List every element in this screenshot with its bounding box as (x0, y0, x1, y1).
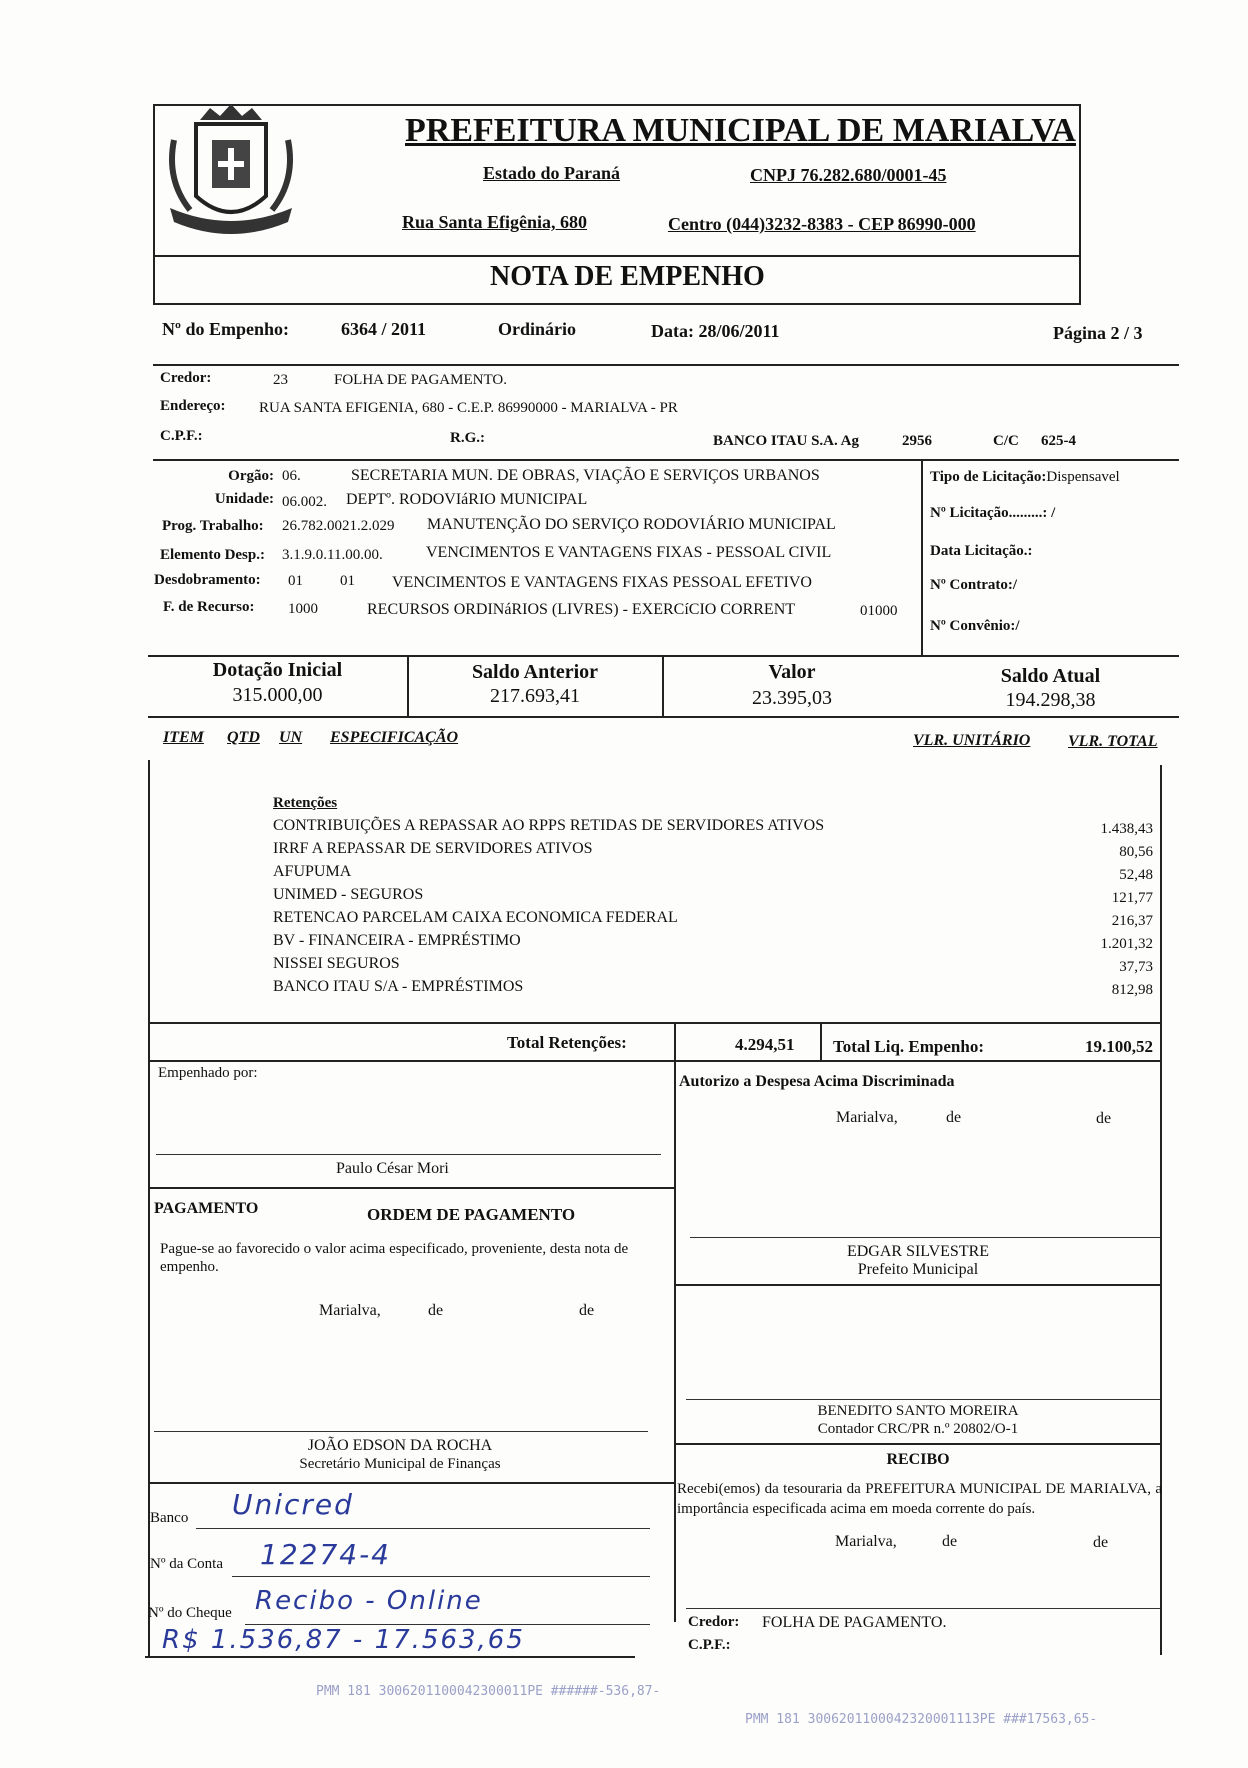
list-item: 80,56 (1119, 844, 1153, 860)
rule (153, 459, 1179, 461)
pagamento-de2: de (579, 1302, 595, 1319)
saldo-atual-label: Saldo Atual (1000, 665, 1101, 687)
recibo-place: Marialva, (835, 1533, 897, 1550)
signature-line (690, 1237, 1160, 1238)
tipo-licitacao (930, 469, 1120, 486)
signature-line (686, 1608, 1160, 1609)
col-qtd: QTD (227, 729, 260, 746)
col-un: UN (279, 729, 303, 746)
list-item: RETENCAO PARCELAM CAIXA ECONOMICA FEDERAL (273, 909, 678, 926)
dotacao-label: Dotação Inicial (212, 659, 343, 681)
pagamento-text: Pague-se ao favorecido o valor acima especificado, proveniente, desta nota de empenho. (160, 1241, 629, 1275)
list-item: NISSEI SEGUROS (273, 955, 400, 972)
rule (820, 1024, 822, 1060)
dotacao-value: 315.000,00 (232, 684, 323, 706)
banco-handwriting: Unicred (232, 1488, 354, 1521)
recibo-de2: de (1093, 1534, 1109, 1551)
empenho-type: Ordinário (498, 319, 577, 339)
autorizo-place: Marialva, (836, 1109, 898, 1126)
header-cnpj: CNPJ 76.282.680/0001-45 (750, 165, 947, 185)
rule (148, 1060, 1162, 1062)
list-item: 812,98 (1111, 982, 1153, 998)
pagamento-place: Marialva, (319, 1302, 381, 1319)
total-retencoes-label: Total Retenções: (507, 1033, 627, 1052)
header-contact: Centro (044)3232-8383 - CEP 86990-000 (668, 214, 976, 234)
conta-label: Nº da Conta (150, 1556, 223, 1572)
elem-code: 3.1.9.0.11.00.00. (282, 547, 383, 563)
recibo-text: Recebi(emos) da tesouraria da PREFEITURA MUNICIPAL DE MARIALVA, a importância especificada acima em moeda corrente do país. (677, 1481, 1162, 1517)
rule (674, 1022, 676, 1622)
rule (674, 1443, 1162, 1445)
col-item: ITEM (163, 729, 204, 746)
conta-handwriting: 12274-4 (260, 1538, 391, 1571)
unidade-name: DEPTº. RODOVIáRIO MUNICIPAL (346, 491, 588, 508)
credor-label: Credor: (160, 370, 212, 386)
recibo-cpf-label: C.P.F.: (688, 1637, 731, 1653)
signature-line (686, 1399, 1160, 1400)
field-line (232, 1576, 650, 1577)
bank-agency: 2956 (902, 433, 932, 449)
recibo-credor-name: FOLHA DE PAGAMENTO. (762, 1614, 947, 1631)
list-item: CONTRIBUIÇÕES A REPASSAR AO RPPS RETIDAS DE SERVIDORES ATIVOS (273, 817, 825, 834)
total-liq-value: 19.100,52 (1085, 1037, 1153, 1056)
elem-name: VENCIMENTOS E VANTAGENS FIXAS - PESSOAL CIVIL (426, 544, 832, 561)
doc-title: NOTA DE EMPENHO (490, 261, 765, 292)
recurso-name: RECURSOS ORDINáRIOS (LIVRES) - EXERCíCIO CORRENT (367, 601, 796, 618)
header-title: PREFEITURA MUNICIPAL DE MARIALVA (405, 112, 1076, 149)
saldo-atual-value: 194.298,38 (1005, 689, 1096, 711)
recibo-credor-label: Credor: (688, 1614, 740, 1630)
list-item: AFUPUMA (273, 863, 352, 880)
list-item: BANCO ITAU S/A - EMPRÉSTIMOS (273, 978, 524, 995)
prog-name: MANUTENÇÃO DO SERVIÇO RODOVIÁRIO MUNICIPAL (427, 516, 836, 533)
tipo-licitacao-label: Tipo de Licitação: (930, 469, 1047, 485)
col-especificacao: ESPECIFICAÇÃO (330, 729, 459, 746)
pagamento-label: PAGAMENTO (154, 1200, 259, 1217)
orgao-label: Orgão: (228, 468, 274, 484)
field-line (196, 1528, 650, 1529)
pagamento-de1: de (428, 1302, 444, 1319)
header-state: Estado do Paraná (483, 163, 621, 183)
recurso-code: 1000 (288, 601, 318, 617)
unidade-label: Unidade: (214, 491, 274, 507)
col-vlr-total: VLR. TOTAL (1068, 733, 1158, 750)
pagamento-title: ORDEM DE PAGAMENTO (367, 1205, 576, 1224)
autorizo-de1: de (946, 1109, 962, 1126)
pagamento-name: JOÃO EDSON DA ROCHA (307, 1437, 493, 1454)
list-item: 216,37 (1111, 913, 1153, 929)
cc-label: C/C (993, 433, 1019, 449)
desd-code2: 01 (340, 573, 355, 589)
tipo-licitacao-value: Dispensavel (1046, 469, 1120, 485)
list-item: 52,48 (1119, 867, 1153, 883)
desd-name: VENCIMENTOS E VANTAGENS FIXAS PESSOAL EFETIVO (392, 574, 812, 591)
rule (148, 716, 1179, 718)
list-item: UNIMED - SEGUROS (273, 886, 424, 903)
recibo-title: RECIBO (886, 1451, 950, 1468)
rule (921, 459, 923, 657)
bank-stamp: PMM 181 3006201100042300011PE ######-536,87- (316, 1684, 661, 1699)
pagamento-role: Secretário Municipal de Finanças (299, 1456, 501, 1472)
empenho-page: Página 2 / 3 (1053, 323, 1143, 343)
retencoes-title: Retenções (273, 795, 338, 811)
num-contrato: Nº Contrato:/ (930, 577, 1018, 593)
autorizo-name: EDGAR SILVESTRE (846, 1243, 990, 1260)
cheque-label: Nº do Cheque (148, 1605, 232, 1621)
orgao-code: 06. (282, 468, 301, 484)
credor-name: FOLHA DE PAGAMENTO. (334, 372, 507, 388)
rg-label: R.G.: (450, 430, 485, 446)
list-item: 1.201,32 (1100, 936, 1153, 952)
empenho-date: Data: 28/06/2011 (651, 321, 780, 341)
endereco-label: Endereço: (160, 398, 226, 414)
header-address: Rua Santa Efigênia, 680 (402, 212, 588, 232)
rule (148, 1482, 675, 1484)
data-licitacao: Data Licitação.: (930, 543, 1033, 559)
credor-code: 23 (273, 372, 288, 388)
valor-label: Valor (768, 661, 816, 683)
prog-label: Prog. Trabalho: (162, 518, 264, 534)
valor-handwriting: R$ 1.536,87 - 17.563,65 (162, 1625, 525, 1655)
col-vlr-unitario: VLR. UNITÁRIO (913, 732, 1031, 749)
rule (148, 1022, 1162, 1024)
recurso-code2: 01000 (860, 603, 898, 619)
list-item: 1.438,43 (1100, 821, 1153, 837)
rule (145, 1656, 635, 1658)
unidade-code: 06.002. (282, 494, 327, 510)
bank-name: BANCO ITAU S.A. Ag (713, 433, 859, 449)
list-item: 37,73 (1119, 959, 1153, 975)
banco-label: Banco (150, 1510, 189, 1526)
desd-code1: 01 (288, 573, 303, 589)
orgao-name: SECRETARIA MUN. DE OBRAS, VIAÇÃO E SERVIÇOS URBANOS (351, 467, 820, 484)
credor-address: RUA SANTA EFIGENIA, 680 - C.E.P. 86990000 - MARIALVA - PR (259, 400, 678, 416)
contador-name: BENEDITO SANTO MOREIRA (817, 1403, 1019, 1419)
recibo-de1: de (942, 1533, 958, 1550)
autorizo-role: Prefeito Municipal (857, 1261, 979, 1278)
empenhado-name: Paulo César Mori (336, 1160, 449, 1177)
empenhado-label: Empenhado por: (158, 1065, 258, 1081)
rule (153, 364, 1179, 366)
list-item: 121,77 (1111, 890, 1153, 906)
cheque-handwriting: Recibo - Online (255, 1586, 483, 1616)
total-retencoes-value: 4.294,51 (735, 1035, 795, 1054)
elem-label: Elemento Desp.: (160, 547, 265, 563)
cpf-label: C.P.F.: (160, 428, 203, 444)
rule (1160, 765, 1162, 1655)
num-licitacao: Nº Licitação.........: / (930, 505, 1056, 521)
rule (674, 1284, 1162, 1286)
cc-number: 625-4 (1041, 433, 1076, 449)
valor-value: 23.395,03 (752, 687, 832, 709)
contador-role: Contador CRC/PR n.º 20802/O-1 (817, 1421, 1019, 1437)
total-liq-label: Total Liq. Empenho: (833, 1037, 984, 1056)
prog-code: 26.782.0021.2.029 (282, 518, 395, 534)
signature-line (154, 1431, 648, 1432)
num-convenio: Nº Convênio:/ (930, 618, 1020, 634)
autorizo-de2: de (1096, 1110, 1112, 1127)
list-item: IRRF A REPASSAR DE SERVIDORES ATIVOS (273, 840, 593, 857)
recurso-label: F. de Recurso: (163, 599, 255, 615)
desd-label: Desdobramento: (154, 572, 261, 588)
saldo-anterior-value: 217.693,41 (490, 685, 580, 707)
empenho-label: Nº do Empenho: (162, 319, 289, 339)
list-item: BV - FINANCEIRA - EMPRÉSTIMO (273, 932, 521, 949)
empenho-number: 6364 / 2011 (341, 319, 427, 339)
bank-stamp: PMM 181 3006201100042320001113PE ###17563,65- (745, 1712, 1098, 1727)
header-divider (153, 255, 1081, 257)
autorizo-title: Autorizo a Despesa Acima Discriminada (679, 1073, 955, 1090)
rule (148, 1187, 675, 1189)
coat-of-arms-icon (160, 100, 302, 250)
saldo-anterior-label: Saldo Anterior (471, 661, 599, 683)
signature-line (156, 1154, 661, 1155)
